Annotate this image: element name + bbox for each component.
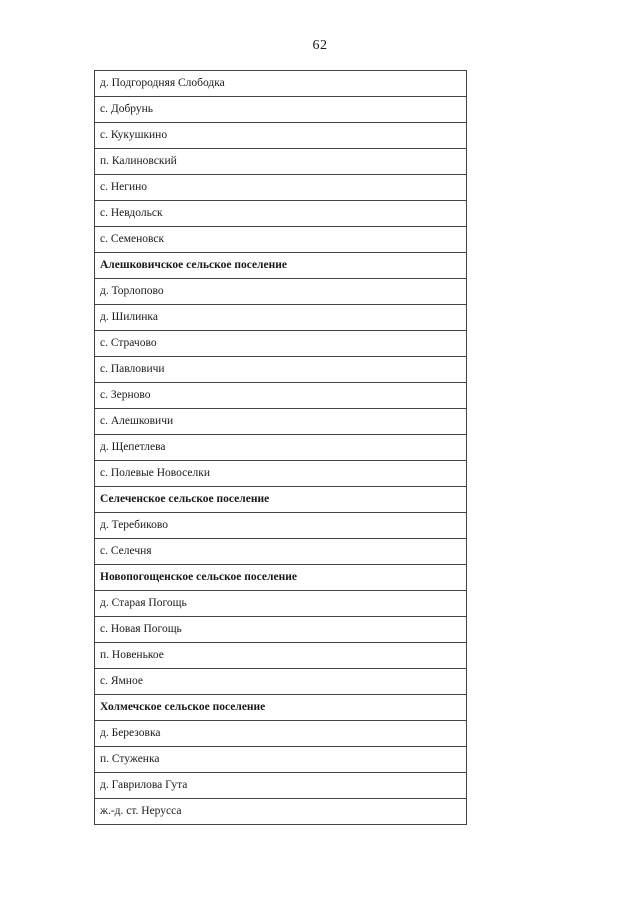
settlement-row — [95, 149, 467, 175]
settlement-name: ж.-д. ст. Нерусса — [95, 799, 467, 825]
settlement-row — [95, 97, 467, 123]
settlement-row — [95, 409, 467, 435]
settlement-row — [95, 591, 467, 617]
page-number: 62 — [312, 38, 328, 53]
settlement-row — [95, 71, 467, 97]
settlement-row — [95, 279, 467, 305]
settlement-name: с. Зерново — [95, 383, 467, 409]
settlement-row — [95, 669, 467, 695]
settlement-row — [95, 123, 467, 149]
settlement-row — [95, 383, 467, 409]
settlement-row — [95, 305, 467, 331]
settlement-group-heading: Алешковичское сельское поселение — [95, 253, 467, 279]
settlement-name: д. Березовка — [95, 721, 467, 747]
settlement-row — [95, 513, 467, 539]
settlement-name: п. Калиновский — [95, 149, 467, 175]
settlement-row — [95, 643, 467, 669]
settlement-name: с. Павловичи — [95, 357, 467, 383]
settlement-row — [95, 799, 467, 825]
settlement-group-heading-row — [95, 487, 467, 513]
settlement-row — [95, 331, 467, 357]
settlement-name: д. Гаврилова Гута — [95, 773, 467, 799]
settlement-group-heading: Селеченское сельское поселение — [95, 487, 467, 513]
settlement-row — [95, 175, 467, 201]
settlement-row — [95, 747, 467, 773]
settlement-row — [95, 435, 467, 461]
settlement-name: д. Торлопово — [95, 279, 467, 305]
settlement-row — [95, 617, 467, 643]
settlement-group-heading-row — [95, 695, 467, 721]
settlement-name: п. Стуженка — [95, 747, 467, 773]
settlement-group-heading-row — [95, 565, 467, 591]
settlement-group-heading: Новопогощенское сельское поселение — [95, 565, 467, 591]
settlement-name: с. Алешковичи — [95, 409, 467, 435]
settlement-row — [95, 227, 467, 253]
settlement-name: с. Селечня — [95, 539, 467, 565]
settlement-name: с. Семеновск — [95, 227, 467, 253]
settlement-name: с. Страчово — [95, 331, 467, 357]
settlement-name: с. Негино — [95, 175, 467, 201]
settlement-row — [95, 201, 467, 227]
settlement-name: д. Шилинка — [95, 305, 467, 331]
settlement-name: с. Полевые Новоселки — [95, 461, 467, 487]
settlement-name: с. Кукушкино — [95, 123, 467, 149]
settlement-group-heading-row — [95, 253, 467, 279]
settlement-row — [95, 539, 467, 565]
settlement-name: с. Невдольск — [95, 201, 467, 227]
settlements-table-body — [95, 71, 467, 825]
settlement-row — [95, 461, 467, 487]
settlements-table — [94, 70, 467, 825]
settlement-name: с. Ямное — [95, 669, 467, 695]
settlement-row — [95, 357, 467, 383]
settlement-name: с. Добрунь — [95, 97, 467, 123]
settlement-name: д. Теребиково — [95, 513, 467, 539]
settlement-row — [95, 721, 467, 747]
settlement-group-heading: Холмечское сельское поселение — [95, 695, 467, 721]
settlement-row — [95, 773, 467, 799]
settlement-name: с. Новая Погощь — [95, 617, 467, 643]
settlement-name: п. Новенькое — [95, 643, 467, 669]
settlement-name: д. Старая Погощь — [95, 591, 467, 617]
settlement-name: д. Щепетлева — [95, 435, 467, 461]
settlement-name: д. Подгородняя Слободка — [95, 71, 467, 97]
